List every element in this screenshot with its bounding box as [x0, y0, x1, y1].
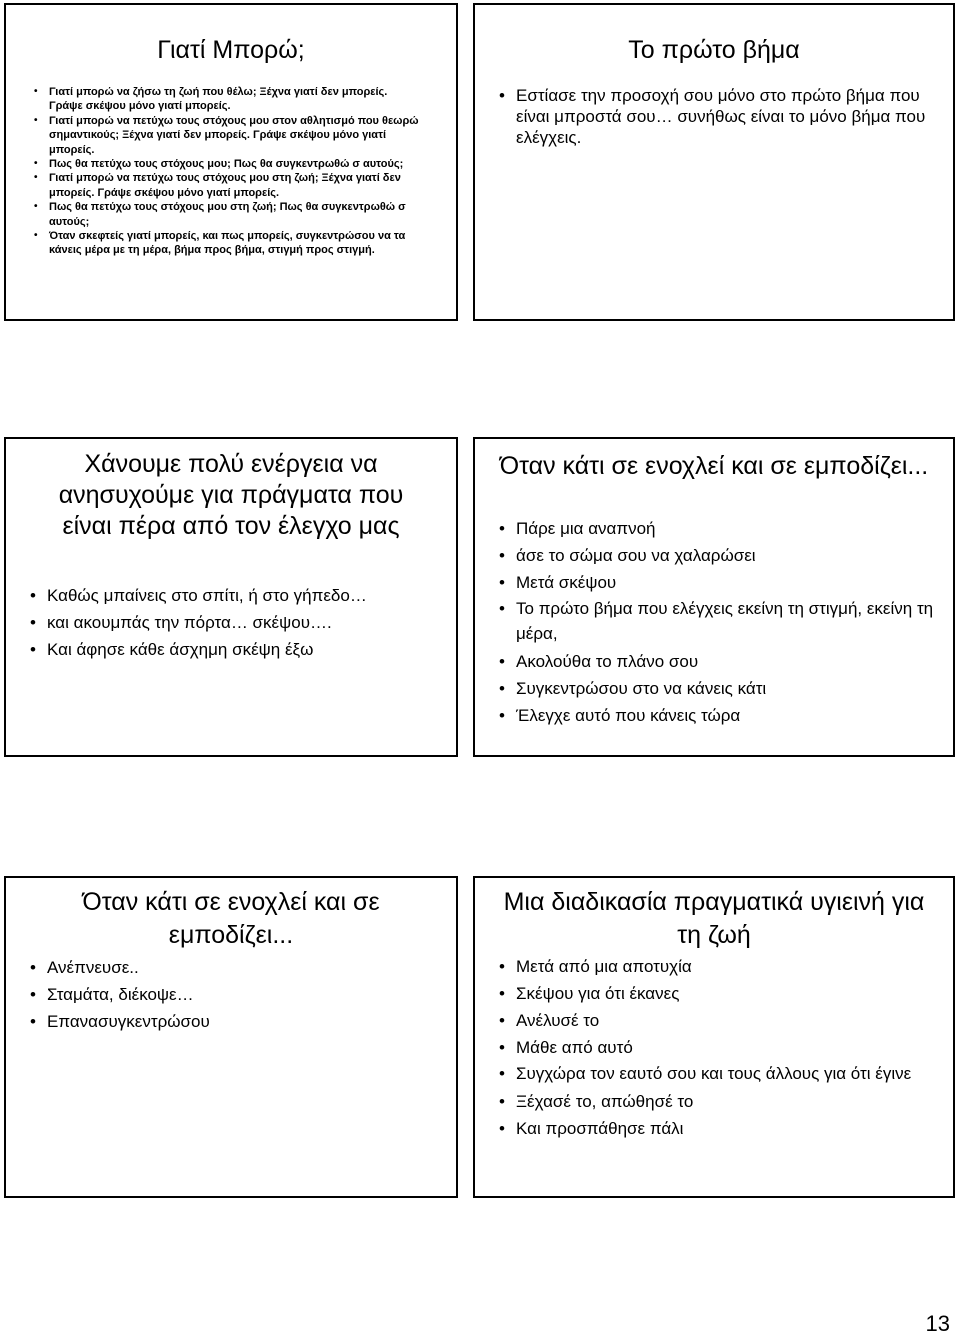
bullet-list [49, 85, 421, 258]
list-item: • Το πρώτο βήμα που ελέγχεις εκείνη τη στιγμή, εκείνη τη μέρα, [516, 596, 936, 646]
slide-wasted-energy [4, 437, 458, 757]
page-number: 13 [925, 1311, 950, 1336]
bullet-list [516, 515, 936, 729]
list-item: • Πάρε μια αναπνοή [516, 515, 936, 542]
list-item: • Πως θα πετύχω τους στόχους μου στη ζωή; Πως θα συγκεντρωθώ σ αυτούς; [49, 200, 421, 229]
slide-when-bothered-a [473, 437, 955, 757]
list-item: • Σκέψου για ότι έκανες [516, 980, 936, 1007]
slide-title: Γιατί Μπορώ; [157, 36, 305, 64]
list-item: • Όταν σκεφτείς γιατί μπορείς, και πως μπορείς, συγκεντρώσου να τα κάνεις μέρα με τη μέρα, βήμα προς βήμα, στιγμή προς στιγμή. [49, 229, 421, 258]
list-item: • Μάθε από αυτό [516, 1034, 936, 1061]
list-item: • Ανέλυσέ το [516, 1007, 936, 1034]
slide-title: Όταν κάτι σε ενοχλεί και σε εμποδίζει... [82, 888, 380, 949]
list-item: • Γιατί μπορώ να ζήσω τη ζωή που θέλω; Ξέχνα γιατί δεν μπορείς. Γράψε σκέψου μόνο γιατί μπορείς. [49, 85, 421, 114]
list-item: • Επανασυγκεντρώσου [47, 1008, 447, 1035]
slide-when-bothered-b [4, 876, 458, 1198]
list-item: • και ακουμπάς την πόρτα… σκέψου…. [47, 609, 447, 636]
list-item: • Γιατί μπορώ να πετύχω τους στόχους μου στον αθλητισμό που θεωρώ σημαντικούς; Ξέχνα γιατί δεν μπορείς. Γράψε σκέψου μόνο γιατί μπορείς. [49, 114, 421, 157]
slide-first-step [473, 3, 955, 321]
slide-healthy-process [473, 876, 955, 1198]
list-item: • Ξέχασέ το, απώθησέ το [516, 1088, 936, 1115]
bullet-list [516, 953, 936, 1142]
list-item: • Συγκεντρώσου στο να κάνεις κάτι [516, 675, 936, 702]
list-item: • άσε το σώμα σου να χαλαρώσει [516, 542, 936, 569]
list-item: • Ανέπνευσε.. [47, 954, 447, 981]
list-item: • Ακολούθα το πλάνο σου [516, 648, 936, 675]
list-item: • Καθώς μπαίνεις στο σπίτι, ή στο γήπεδο… [47, 582, 447, 609]
list-item: • Μετά σκέψου [516, 569, 936, 596]
list-item: • Και άφησε κάθε άσχημη σκέψη έξω [47, 636, 447, 663]
slide-title: Χάνουμε πολύ ενέργεια να ανησυχούμε για πράγματα που είναι πέρα από τον έλεγχο μας [58, 450, 404, 540]
list-item: • Πως θα πετύχω τους στόχους μου; Πως θα συγκεντρωθώ σ αυτούς; [49, 157, 421, 171]
bullet-list [516, 85, 936, 148]
list-item: • Μετά από μια αποτυχία [516, 953, 936, 980]
slide-title: Το πρώτο βήμα [628, 36, 800, 64]
bullet-list [47, 582, 447, 663]
list-item: • Σταμάτα, διέκοψε… [47, 981, 447, 1008]
slide-title: Μια διαδικασία πραγματικά υγιεινή για τη ζωή [503, 888, 925, 949]
list-item: • Συγχώρα τον εαυτό σου και τους άλλους για ότι έγινε [516, 1061, 936, 1086]
bullet-list [47, 954, 447, 1035]
slide-why-i-can [4, 3, 458, 321]
list-item: • Γιατί μπορώ να πετύχω τους στόχους μου στη ζωή; Ξέχνα γιατί δεν μπορείς. Γράψε σκέψου μόνο γιατί μπορείς. [49, 171, 421, 200]
list-item: • Έλεγχε αυτό που κάνεις τώρα [516, 702, 936, 729]
list-item: • Και προσπάθησε πάλι [516, 1115, 936, 1142]
slide-title: Όταν κάτι σε ενοχλεί και σε εμποδίζει... [499, 452, 929, 480]
list-item: • Εστίασε την προσοχή σου μόνο στο πρώτο βήμα που είναι μπροστά σου… συνήθως είναι το μόνο βήμα που ελέγχεις. [516, 85, 936, 148]
